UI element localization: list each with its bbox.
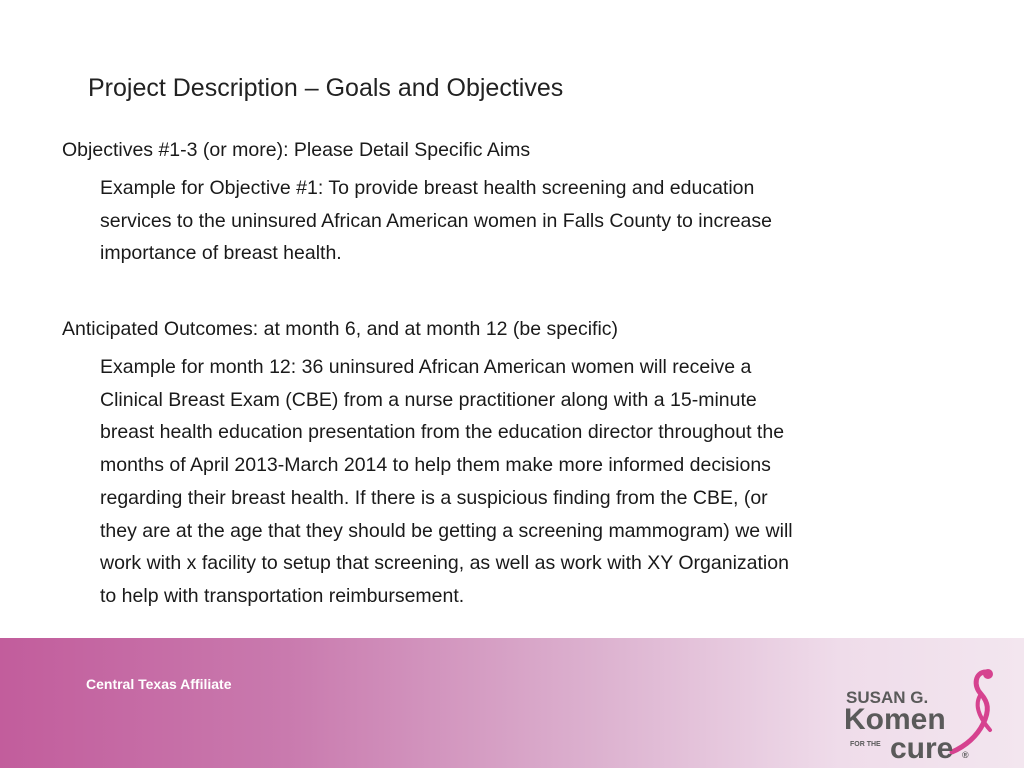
outcome-example-line: Example for month 12: 36 uninsured African American women will receive a	[100, 356, 752, 378]
logo-cure: cure	[890, 732, 954, 762]
outcome-example	[100, 351, 930, 613]
komen-logo	[838, 662, 1008, 762]
logo-komen: Komen	[844, 703, 946, 736]
outcome-example-line: work with x facility to setup that screening, as well as work with XY Organization	[100, 552, 789, 575]
objective-example-line: services to the uninsured African American women in Falls County to increase	[100, 209, 772, 232]
logo-susan: SUSAN G.	[846, 688, 929, 707]
objectives-heading: Objectives #1-3 (or more): Please Detail Specific Aims	[62, 139, 531, 161]
footer-band	[0, 638, 1024, 768]
logo-for-the: FOR THE	[850, 741, 881, 748]
pink-ribbon-icon	[952, 669, 993, 752]
objective-example-line: importance of breast health.	[100, 242, 342, 265]
objective-example	[100, 172, 930, 270]
outcome-example-line: months of April 2013-March 2014 to help them make more informed decisions	[100, 454, 771, 477]
outcome-example-line: to help with transportation reimbursement.	[100, 584, 465, 607]
outcomes-heading: Anticipated Outcomes: at month 6, and at month 12 (be specific)	[62, 318, 619, 340]
outcome-example-line: they are at the age that they should be getting a screening mammogram) we will	[100, 519, 793, 542]
slide-title: Project Description – Goals and Objectives	[88, 74, 564, 102]
affiliate-label: Central Texas Affiliate	[86, 676, 232, 692]
objective-example-line: Example for Objective #1: To provide breast health screening and education	[100, 177, 755, 199]
outcome-example-line: breast health education presentation from the education director throughout the	[100, 421, 785, 444]
outcome-example-line: Clinical Breast Exam (CBE) from a nurse practitioner along with a 15-minute	[100, 388, 757, 411]
outcome-example-line: regarding their breast health. If there is a suspicious finding from the CBE, (or	[100, 486, 768, 509]
logo-registered-mark: ®	[962, 750, 969, 760]
